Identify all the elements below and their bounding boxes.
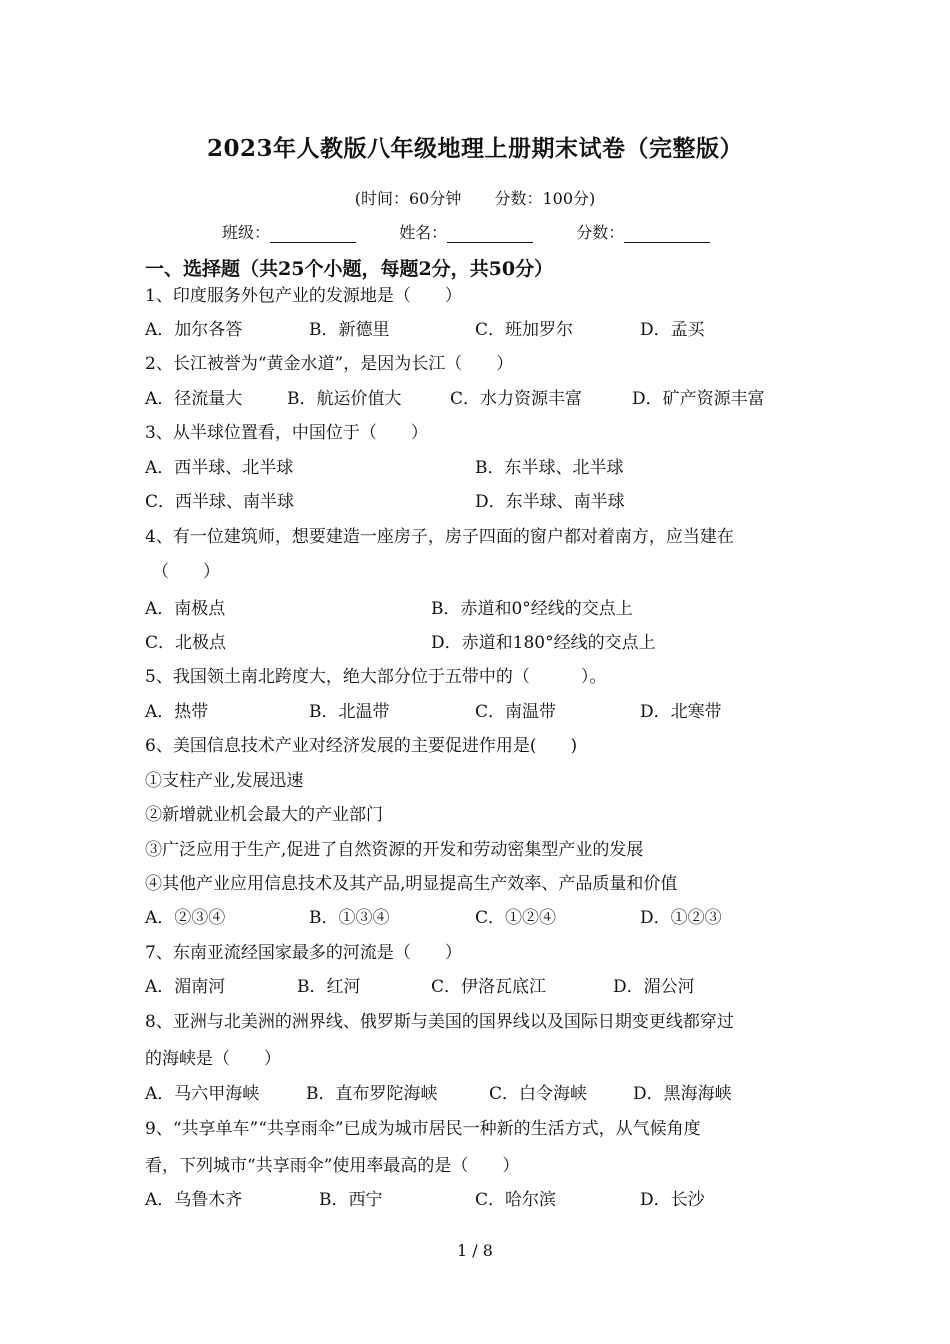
option: C．班加罗尔: [475, 320, 574, 340]
option: A．径流量大: [145, 389, 243, 409]
student-fields: [222, 220, 748, 243]
option: D．长沙: [640, 1190, 705, 1210]
option: D．黑海海峡: [633, 1084, 732, 1104]
option: B．西宁: [319, 1190, 383, 1210]
option: B．东半球、北半球: [475, 458, 624, 478]
option: A．乌鲁木齐: [145, 1190, 243, 1210]
section-heading: 一、选择题（共25个小题，每题2分，共50分）: [145, 258, 554, 280]
option: A．南极点: [145, 599, 226, 619]
option: A．湄南河: [145, 977, 226, 997]
question-stem: 6、美国信息技术产业对经济发展的主要促进作用是( ): [145, 736, 578, 756]
option: A．②③④: [145, 908, 226, 928]
score-blank: [624, 224, 710, 243]
exam-info: [0, 186, 950, 209]
score-label: 分数：: [576, 223, 625, 242]
option: C．水力资源丰富: [450, 389, 583, 409]
option: A．加尔各答: [145, 320, 243, 340]
option: A．热带: [145, 702, 209, 722]
statement-item: ①支柱产业,发展迅速: [145, 771, 304, 791]
page-title: 2023年人教版八年级地理上册期末试卷（完整版）: [206, 135, 743, 162]
question-stem: 3、从半球位置看，中国位于（ ）: [145, 423, 428, 443]
option: A．西半球、北半球: [145, 458, 294, 478]
question-stem-continued: 的海峡是（ ）: [145, 1049, 281, 1069]
class-field: [222, 220, 356, 243]
option: D．东半球、南半球: [475, 492, 625, 512]
class-label: 班级：: [222, 223, 271, 242]
option: C．西半球、南半球: [145, 492, 295, 512]
option: B．红河: [297, 977, 361, 997]
option: B．航运价值大: [287, 389, 402, 409]
option: C．北极点: [145, 633, 227, 653]
class-blank: [270, 224, 356, 243]
option: C．伊洛瓦底江: [431, 977, 547, 997]
option: D．①②③: [640, 908, 722, 928]
option: D．矿产资源丰富: [632, 389, 765, 409]
option: B．直布罗陀海峡: [306, 1084, 438, 1104]
option: B．新德里: [309, 320, 390, 340]
name-label: 姓名：: [399, 223, 448, 242]
question-stem: 7、东南亚流经国家最多的河流是（ ）: [145, 943, 462, 963]
name-field: [399, 220, 533, 243]
question-stem: 9、“共享单车”“共享雨伞”已成为城市居民一种新的生活方式，从气候角度: [145, 1119, 701, 1139]
question-stem: 8、亚洲与北美洲的洲界线、俄罗斯与美国的国界线以及国际日期变更线都穿过: [145, 1012, 734, 1032]
option: B．北温带: [309, 702, 390, 722]
question-stem-continued: 看，下列城市“共享雨伞”使用率最高的是（ ）: [145, 1156, 520, 1176]
option: A．马六甲海峡: [145, 1084, 260, 1104]
option: D．孟买: [640, 320, 705, 340]
score-field: [576, 220, 710, 243]
option: C．①②④: [475, 908, 557, 928]
option: C．白令海峡: [489, 1084, 588, 1104]
exam-total-score: 分数：100分): [494, 189, 596, 208]
statement-item: ④其他产业应用信息技术及其产品,明显提高生产效率、产品质量和价值: [145, 874, 678, 894]
option: D．北寒带: [640, 702, 722, 722]
option: B．赤道和0°经线的交点上: [431, 599, 633, 619]
page-number: 1 / 8: [457, 1241, 493, 1260]
option: D．赤道和180°经线的交点上: [431, 633, 656, 653]
name-blank: [447, 224, 533, 243]
statement-item: ②新增就业机会最大的产业部门: [145, 805, 383, 825]
question-stem-continued: （ ）: [152, 562, 220, 582]
option: D．湄公河: [613, 977, 695, 997]
question-stem: 4、有一位建筑师，想要建造一座房子，房子四面的窗户都对着南方，应当建在: [145, 527, 734, 547]
exam-time: (时间：60分钟: [354, 189, 462, 208]
question-stem: 1、印度服务外包产业的发源地是（ ）: [145, 286, 462, 306]
option: C．哈尔滨: [475, 1190, 557, 1210]
question-stem: 2、长江被誉为“黄金水道”，是因为长江（ ）: [145, 354, 514, 374]
option: B．①③④: [309, 908, 390, 928]
option: C．南温带: [475, 702, 557, 722]
question-stem: 5、我国领土南北跨度大，绝大部分位于五带中的（ ）。: [145, 667, 607, 687]
statement-item: ③广泛应用于生产,促进了自然资源的开发和劳动密集型产业的发展: [145, 840, 644, 860]
